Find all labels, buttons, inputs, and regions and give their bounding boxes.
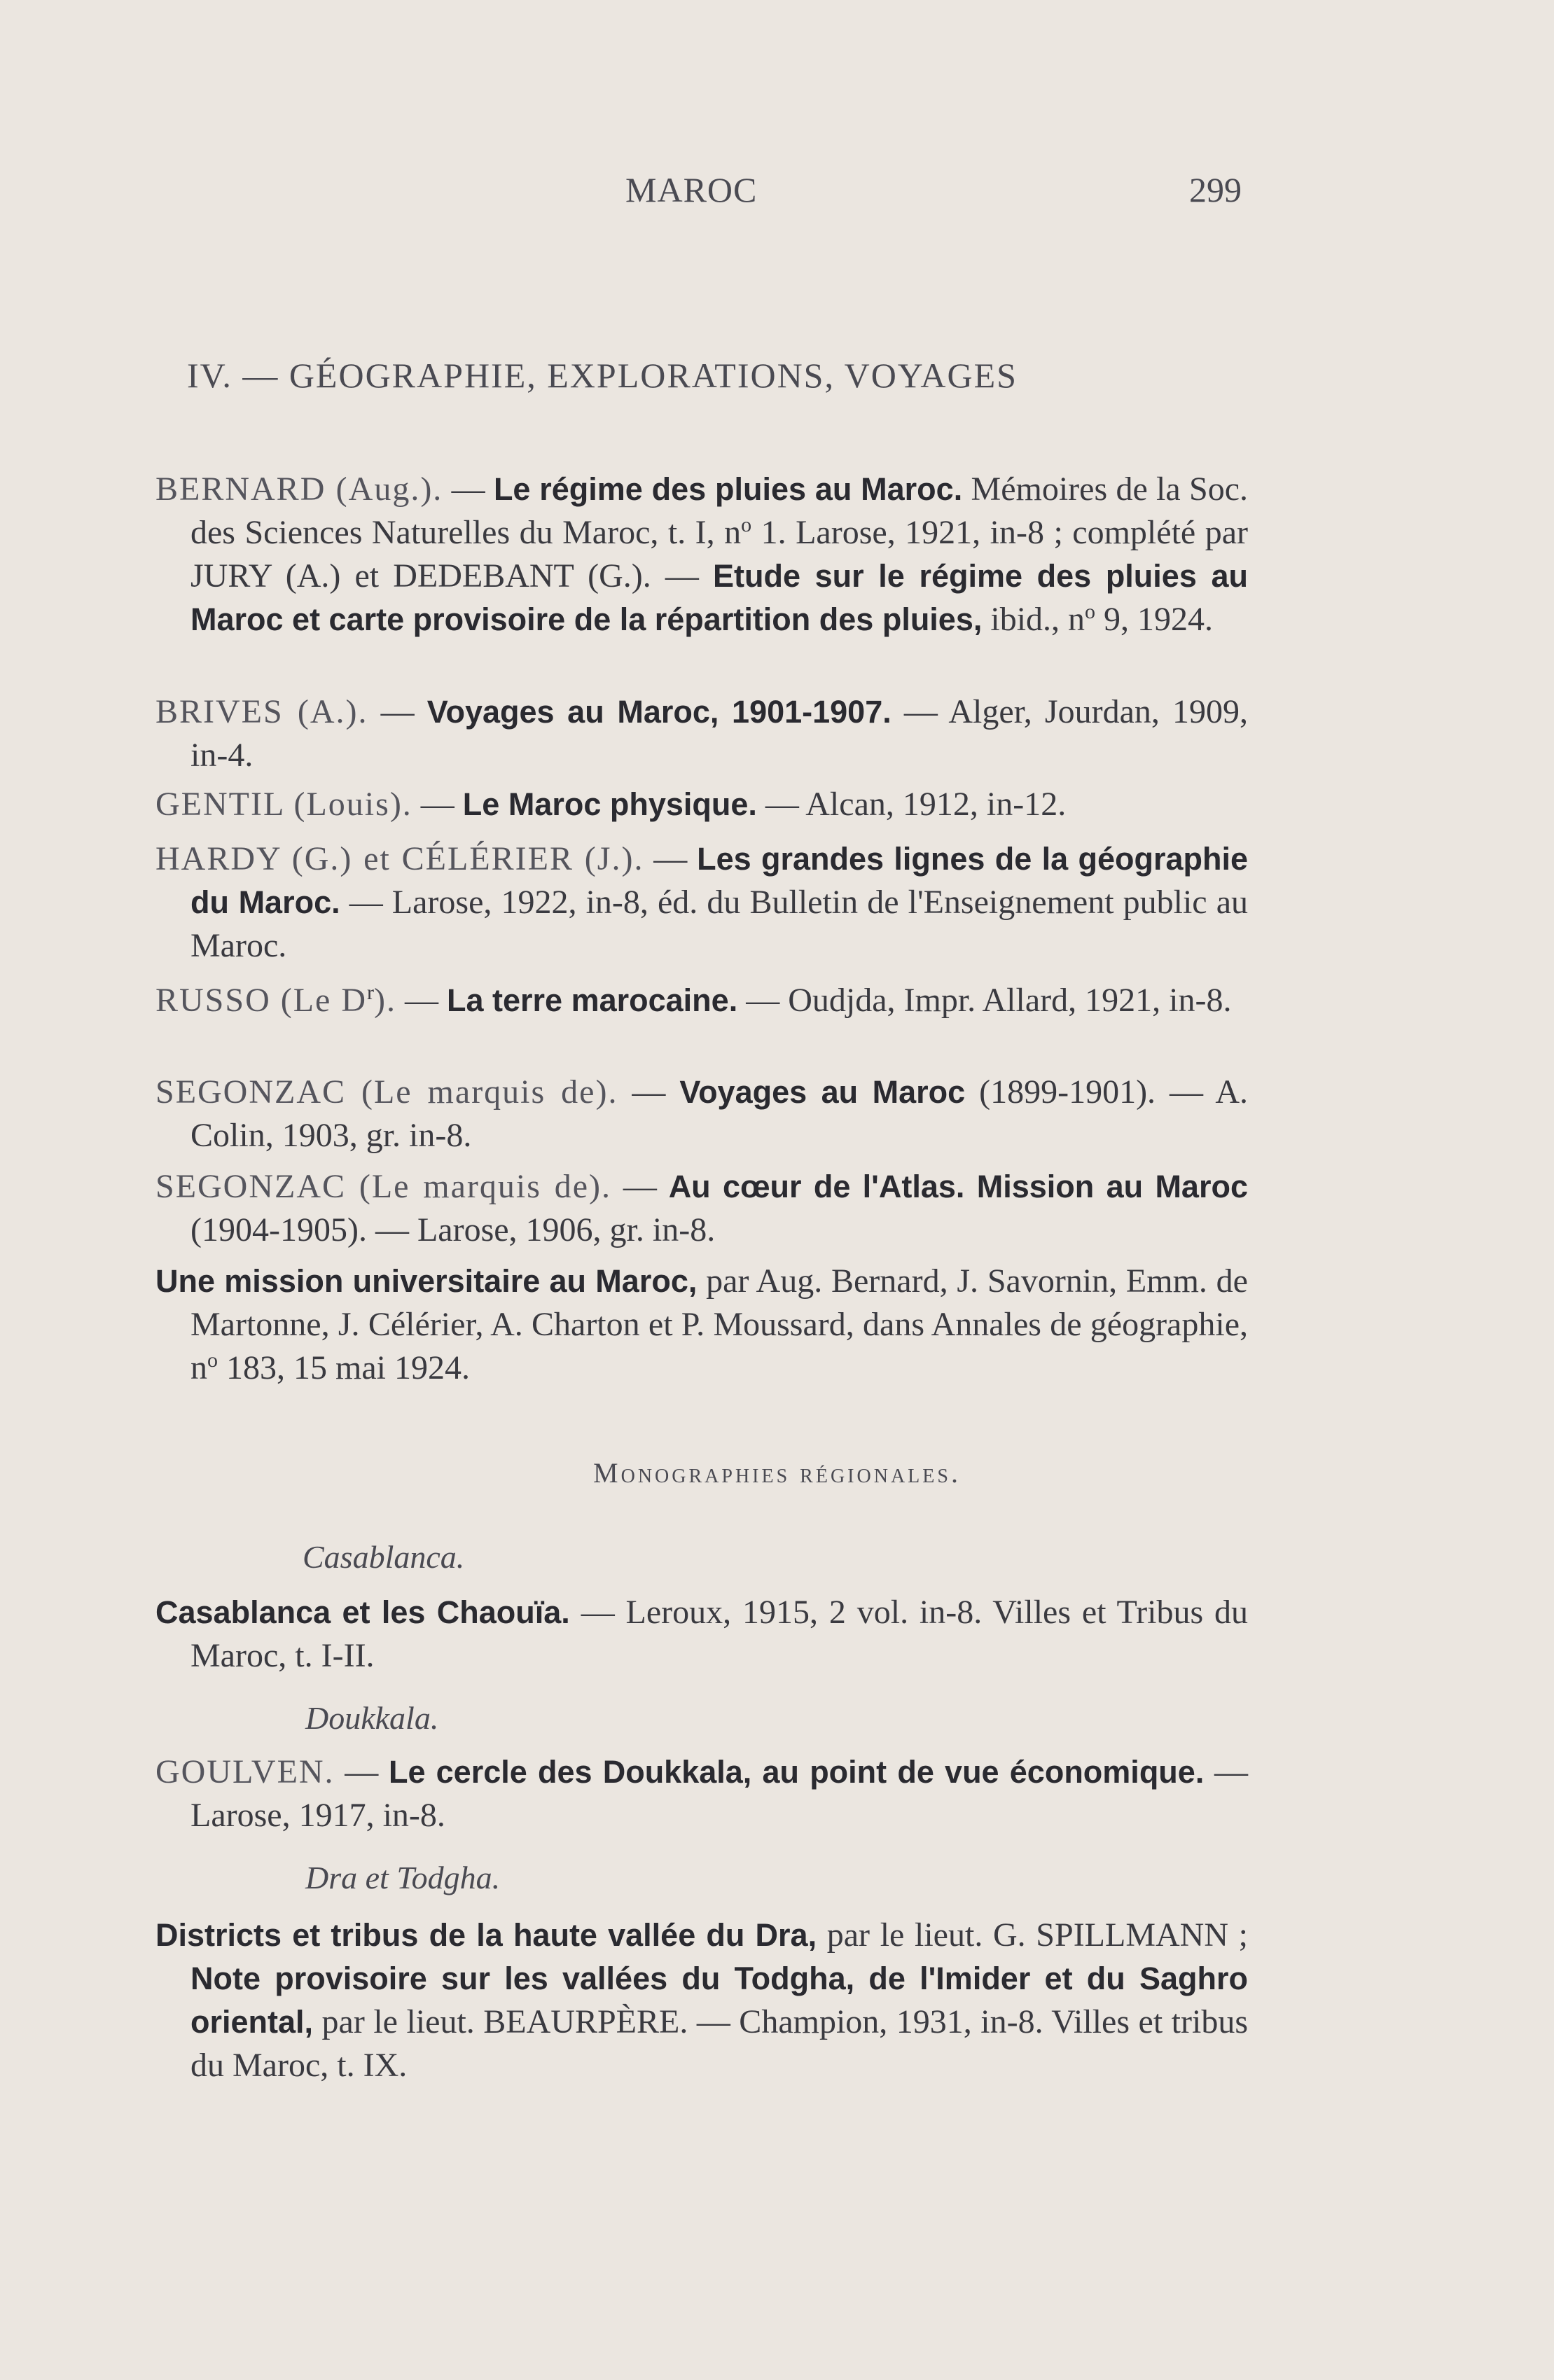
- entry-author: SEGONZAC (Le marquis de).: [155, 1073, 618, 1111]
- entry-author: GOULVEN.: [155, 1753, 335, 1790]
- entry-title: Casablanca et les Chaouïa.: [155, 1594, 570, 1630]
- page-number: 299: [1189, 170, 1242, 209]
- bibliography-entry: SEGONZAC (Le marquis de). — Voyages au Maroc (1899-1901). — A. Colin, 1903, gr. in-8.: [155, 1073, 1249, 1154]
- bibliography-entry: Une mission universitaire au Maroc, par Aug. Bernard, J. Savornin, Emm. de Martonne, J. Célérier, A. Charton et P. Moussard, dans Annales de géographie, $n^o$ 183, 15 mai 1924.: [155, 1262, 1248, 1386]
- bibliography-entry: RUSSO (Le $D^r$). — La terre marocaine. — Oudjda, Impr. Allard, 1921, in-8.: [155, 981, 1232, 1019]
- bibliography-entry: BERNARD (Aug.). — Le régime des pluies au Maroc. Mémoires de la Soc. des Sciences Naturelles du Maroc, t. I, $n^o$ 1. Larose, 1921, in-8 ; complété par JURY (A.) et DEDEBANT (G.). — Etude sur le régime des pluies au Maroc et carte provisoire de la répartition des pluies, ibid., $n^o$ 9, 1924.: [155, 471, 1249, 638]
- section-title: IV. — GÉOGRAPHIE, EXPLORATIONS, VOYAGES: [187, 356, 1018, 395]
- bibliography-entry: GENTIL (Louis). — Le Maroc physique. — Alcan, 1912, in-12.: [155, 786, 1067, 823]
- bibliography-entry: SEGONZAC (Le marquis de). — Au cœur de l'Atlas. Mission au Maroc (1904-1905). — Larose, 1906, gr. in-8.: [155, 1168, 1248, 1248]
- entry-author: SEGONZAC (Le marquis de).: [155, 1168, 612, 1205]
- entry-title: Le Maroc physique.: [462, 786, 757, 822]
- entry-title: Le régime des pluies au Maroc.: [493, 471, 963, 507]
- bibliography-entry: Districts et tribus de la haute vallée du Dra, par le lieut. G. SPILLMANN ; Note provisoire sur les vallées du Todgha, de l'Imider et du Saghro oriental, par le lieut. BEAURPÈRE. — Champion, 1931, in-8. Villes et tribus du Maroc, t. IX.: [155, 1916, 1248, 2084]
- entry-author: BRIVES (A.).: [155, 693, 368, 730]
- bibliography-entry: Casablanca et les Chaouïa. — Leroux, 1915, 2 vol. in-8. Villes et Tribus du Maroc, t. I-II.: [155, 1594, 1249, 1674]
- running-header: MAROC: [625, 170, 758, 209]
- entry-title: Une mission universitaire au Maroc,: [155, 1263, 698, 1299]
- entry-title: La terre marocaine.: [447, 982, 738, 1018]
- entry-title: Les grandes lignes de la géographie du Maroc.: [190, 841, 1249, 920]
- bibliography-entry: BRIVES (A.). — Voyages au Maroc, 1901-1907. — Alger, Jourdan, 1909, in-4.: [155, 693, 1249, 774]
- entry-title: Voyages au Maroc, 1901-1907.: [426, 694, 892, 730]
- entry-title: Le cercle des Doukkala, au point de vue économique.: [388, 1754, 1205, 1790]
- entry-author: RUSSO (Le D: [155, 982, 368, 1019]
- region-heading: Casablanca.: [303, 1539, 465, 1575]
- bibliography-entry: GOULVEN. — Le cercle des Doukkala, au point de vue économique. — Larose, 1917, in-8.: [155, 1753, 1249, 1834]
- region-heading: Doukkala.: [305, 1700, 439, 1736]
- entry-title: Voyages au Maroc: [679, 1074, 966, 1110]
- entry-title: Note provisoire sur les vallées du Todgha, de l'Imider et du Saghro oriental,: [190, 1961, 1248, 2040]
- region-heading: Dra et Todgha.: [305, 1860, 501, 1895]
- entry-author: HARDY (G.) et CÉLÉRIER (J.).: [155, 840, 644, 877]
- entry-author: BERNARD (Aug.).: [155, 471, 443, 508]
- entry-author: GENTIL (Louis).: [155, 786, 412, 823]
- entry-title: Au cœur de l'Atlas. Mission au Maroc: [668, 1169, 1248, 1204]
- subsection-title: Monographies régionales.: [593, 1457, 961, 1489]
- entry-title: Districts et tribus de la haute vallée du Dra,: [155, 1917, 817, 1953]
- entry-title: Etude sur le régime des pluies au Maroc et carte provisoire de la répartition des pluies,: [190, 558, 1248, 637]
- bibliography-entry: HARDY (G.) et CÉLÉRIER (J.). — Les grandes lignes de la géographie du Maroc. — Larose, 1922, in-8, éd. du Bulletin de l'Enseignement public au Maroc.: [155, 840, 1249, 964]
